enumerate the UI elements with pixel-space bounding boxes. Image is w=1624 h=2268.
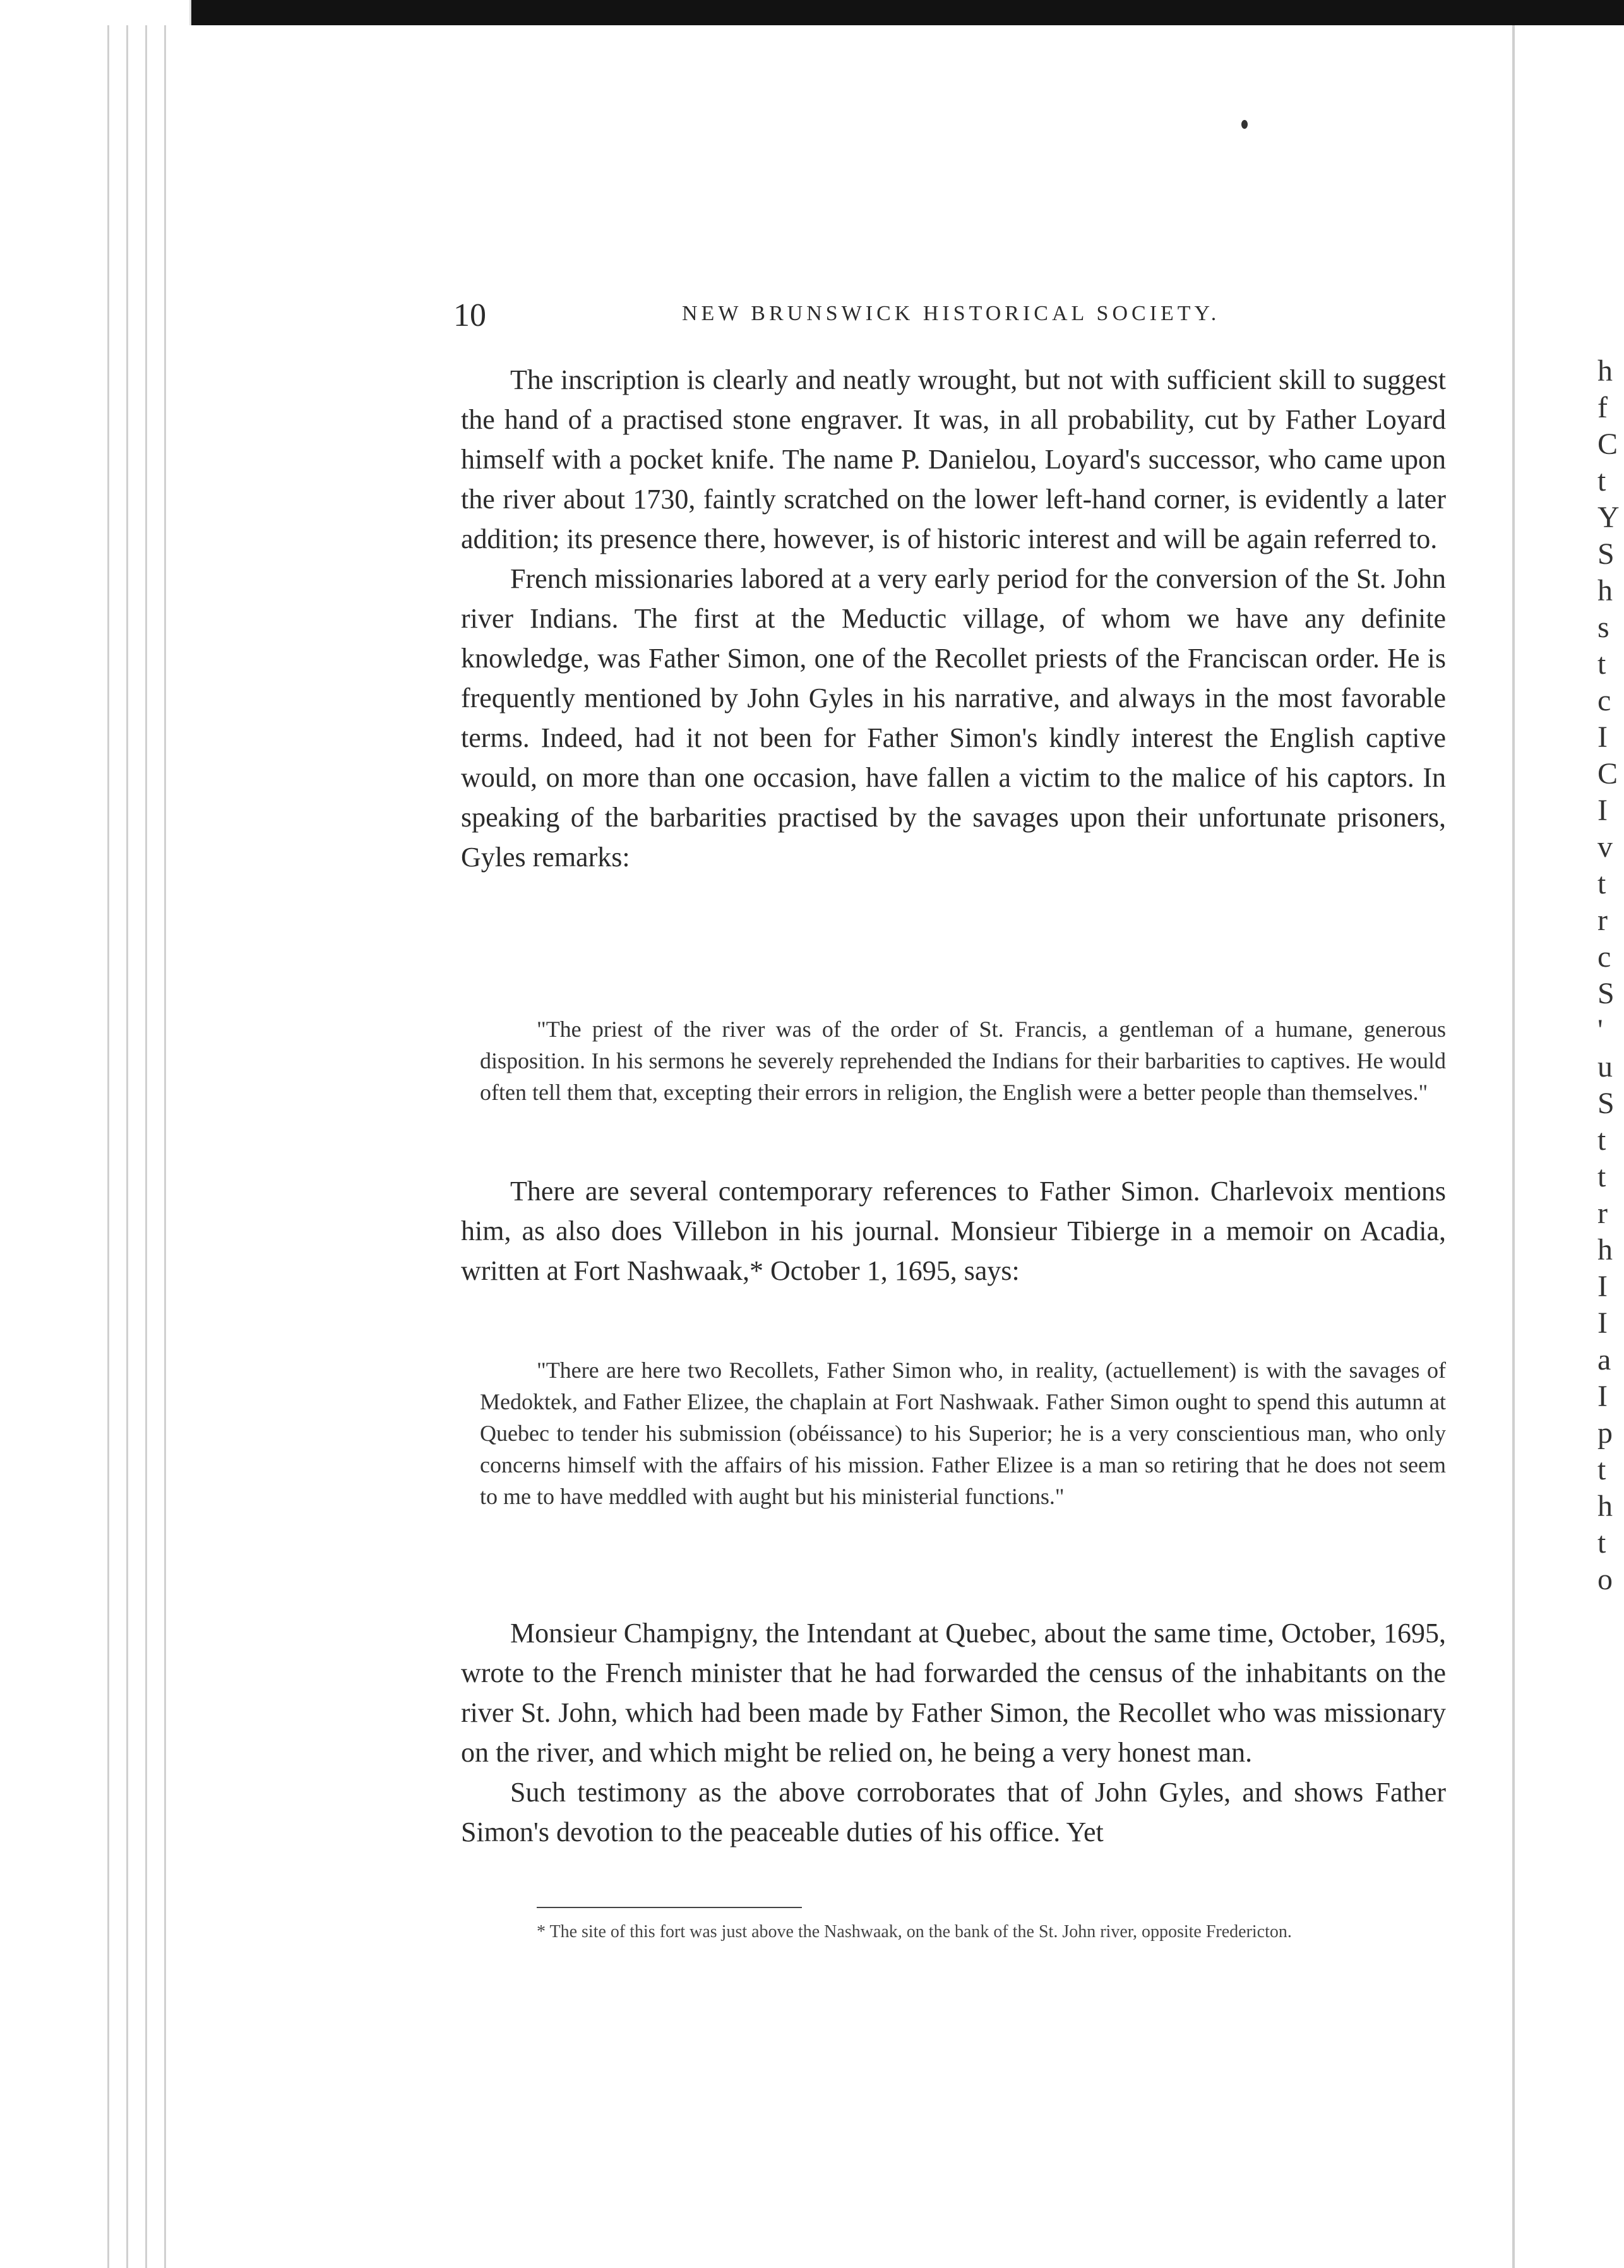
facing-page-letter: c [1597, 940, 1611, 974]
quote-tibierge-text: "There are here two Recollets, Father Simon who, in reality, (actuellement) is with the savages of Medoktek, and Father Elizee, the chaplain at Fort Nashwaak. Father Simon ought to spend this autumn at Quebec to tender his submission (obéissance) to his Superior; he is a very conscientious man, who only concerns himself with the affairs of his mission. Father Elizee is a man so retiring that he does not seem to me to have meddled with aught but his ministerial functions." [480, 1358, 1446, 1509]
facing-page-letter: C [1597, 427, 1618, 461]
facing-page-letter: C [1597, 757, 1618, 791]
facing-page-letter: t [1597, 1123, 1606, 1157]
facing-page-letter: I [1597, 1306, 1608, 1340]
facing-page-letter: S [1597, 537, 1615, 571]
scan-top-band [0, 0, 1624, 25]
facing-page-letter: t [1597, 867, 1606, 900]
facing-page-letter: u [1597, 1050, 1613, 1083]
facing-page-letter: h [1597, 574, 1613, 607]
facing-page-letter: r [1597, 904, 1608, 937]
facing-page-letter: t [1597, 1526, 1606, 1560]
page-edge-line [164, 25, 166, 2268]
facing-page-letter: h [1597, 354, 1613, 388]
facing-page-letter: I [1597, 1270, 1608, 1303]
page-stack-edge [0, 0, 191, 2268]
running-head: NEW BRUNSWICK HISTORICAL SOCIETY. [682, 302, 1221, 325]
body-text-block-2 [461, 1171, 1446, 1291]
quote-gyles-text: "The priest of the river was of the order of St. Francis, a gentleman of a humane, generous disposition. In his sermons he severely reprehended the Indians for their barbarities to captives. He would often tell them that, excepting their errors in religion, the English were a better people than themselves." [480, 1017, 1446, 1105]
facing-page-letter: t [1597, 1160, 1606, 1193]
facing-page-letter: ' [1597, 1013, 1603, 1047]
blockquote-tibierge [480, 1354, 1446, 1512]
facing-page-letter: Y [1597, 501, 1620, 534]
facing-page-letter: t [1597, 464, 1606, 498]
paragraph-champigny: Monsieur Champigny, the Intendant at Quebec, about the same time, October, 1695, wrote to the French minister that he had forwarded the census of the inhabitants on the river St. John, which had been made by Father Simon, the Recollet who was missionary on the river, and which might be relied on, he being a very honest man. [461, 1618, 1446, 1768]
facing-page-letter: t [1597, 647, 1606, 681]
blockquote-gyles [480, 1013, 1446, 1108]
facing-page-letter: h [1597, 1233, 1613, 1267]
paragraph-testimony: Such testimony as the above corroborates that of John Gyles, and shows Father Simon's devotion to the peaceable duties of his office. Yet [461, 1777, 1446, 1847]
facing-page-letter: S [1597, 977, 1615, 1010]
page-edge-line [126, 25, 128, 2268]
paragraph-references: There are several contemporary references to Father Simon. Charlevoix mentions him, as also does Villebon in his journal. Monsieur Tibierge in a memoir on Acadia, written at Fort Nashwaak,* October 1, 1695, says: [461, 1176, 1446, 1286]
footnote-rule [537, 1907, 802, 1908]
page-edge-line [145, 25, 147, 2268]
paragraph-inscription: The inscription is clearly and neatly wrought, but not with sufficient skill to suggest the hand of a practised stone engraver. It was, in all probability, cut by Father Loyard himself with a pocket knife. The name P. Danielou, Loyard's successor, who came upon the river about 1730, faintly scratched on the lower left-hand corner, is evidently a later addition; its presence there, however, is of historic interest and will be again referred to. [461, 364, 1446, 554]
facing-page-letter: s [1597, 611, 1609, 644]
footnote: * The site of this fort was just above the Nashwaak, on the bank of the St. John river, opposite Fredericton. [537, 1922, 1292, 1942]
body-text-block-1 [461, 360, 1446, 877]
facing-page-letter: h [1597, 1489, 1613, 1523]
facing-page-letter: I [1597, 1380, 1608, 1413]
facing-page-letter: o [1597, 1563, 1613, 1596]
facing-page-letter: t [1597, 1453, 1606, 1486]
page-number: 10 [453, 297, 486, 333]
facing-page-letter: p [1597, 1416, 1613, 1450]
paragraph-missionaries: French missionaries labored at a very early period for the conversion of the St. John river Indians. The first at the Meductic village, of whom we have any definite knowledge, was Father Simon, one of the Recollet priests of the Franciscan order. He is frequently mentioned by John Gyles in his narrative, and always in the most favorable terms. Indeed, had it not been for Father Simon's kindly interest the English captive would, on more than one occasion, have fallen a victim to the malice of his captors. In speaking of the barbarities practised by the savages upon their unfortunate prisoners, Gyles remarks: [461, 563, 1446, 873]
facing-page-letters [1597, 354, 1623, 1599]
facing-page-letter: r [1597, 1197, 1608, 1230]
facing-page-letter: f [1597, 391, 1608, 424]
body-text-block-3 [461, 1613, 1446, 1852]
facing-page-letter: I [1597, 720, 1608, 754]
facing-page-letter: I [1597, 794, 1608, 827]
facing-page-letter: c [1597, 684, 1611, 717]
facing-page-letter: S [1597, 1087, 1615, 1120]
page-edge-line [107, 25, 109, 2268]
facing-page-letter: a [1597, 1343, 1611, 1376]
facing-page-letter: v [1597, 830, 1613, 864]
ink-speck [1241, 120, 1248, 129]
